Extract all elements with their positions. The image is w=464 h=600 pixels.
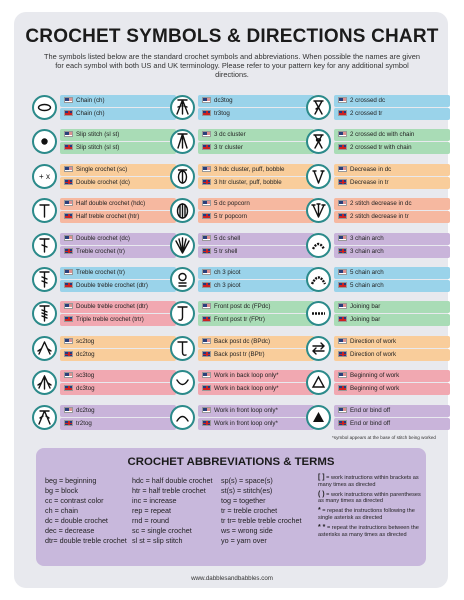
hdc-cluster-icon: [170, 164, 195, 189]
us-term-label: 5 dc popcorn: [214, 200, 250, 208]
abbreviation-item: htr = half treble crochet: [132, 486, 206, 495]
uk-flag-icon: [202, 316, 211, 322]
uk-term-label: Beginning of work: [350, 385, 400, 393]
uk-term-bar: [198, 418, 314, 430]
us-term-label: Front post dc (FPdc): [214, 303, 271, 311]
shell-icon: [170, 233, 195, 258]
abbreviation-item: inc = increase: [132, 496, 177, 505]
back-loop-icon: [170, 370, 195, 395]
abbreviation-item: cc = contrast color: [45, 496, 104, 505]
us-term-label: sc2tog: [76, 337, 95, 345]
us-term-label: Slip stitch (sl st): [76, 131, 120, 139]
abbreviations-column-3: [221, 476, 302, 546]
abbreviation-item: sp(s) = space(s): [221, 476, 273, 485]
us-flag-icon: [202, 235, 211, 241]
abbreviation-item: ch = chain: [45, 506, 78, 515]
single-crochet-icon: [32, 164, 57, 189]
abbreviation-item: dec = decrease: [45, 526, 95, 535]
uk-term-bar: [198, 177, 314, 189]
uk-flag-icon: [338, 179, 347, 185]
note-symbol: *: [318, 507, 321, 515]
abbreviation-item: sl st = slip stitch: [132, 536, 183, 545]
us-term-label: 5 dc shell: [214, 234, 241, 242]
uk-term-bar: [334, 142, 450, 154]
abbreviation-item: sc = single crochet: [132, 526, 192, 535]
three-dc-cluster-icon: [170, 129, 195, 154]
uk-flag-icon: [64, 248, 73, 254]
uk-flag-icon: [64, 420, 73, 426]
uk-term-bar: [198, 211, 314, 223]
abbreviation-item: tog = together: [221, 496, 266, 505]
half-double-crochet-icon: [32, 198, 57, 223]
us-flag-icon: [64, 235, 73, 241]
us-flag-icon: [202, 269, 211, 275]
sc3tog-icon: [32, 370, 57, 395]
us-flag-icon: [338, 407, 347, 413]
uk-term-bar: [334, 349, 450, 361]
us-term-label: Work in front loop only*: [214, 406, 278, 414]
note-symbol: * *: [318, 523, 326, 531]
uk-flag-icon: [64, 282, 73, 288]
uk-term-bar: [60, 418, 176, 430]
website-url: www.dabblesandbabbles.com: [191, 575, 273, 582]
us-term-bar: [60, 198, 176, 210]
us-term-label: Work in back loop only*: [214, 372, 279, 380]
sc2tog-icon: [32, 336, 57, 361]
us-term-bar: [334, 95, 450, 107]
abbreviation-item: dtr= double treble crochet: [45, 536, 127, 545]
page-title: CROCHET SYMBOLS & DIRECTIONS CHART: [25, 26, 439, 47]
us-term-bar: [198, 336, 314, 348]
us-term-bar: [60, 370, 176, 382]
uk-term-label: 2 stitch decrease in tr: [350, 213, 409, 221]
us-flag-icon: [338, 338, 347, 344]
dc3tog-icon: [170, 95, 195, 120]
uk-flag-icon: [338, 351, 347, 357]
symbol-row: [170, 335, 320, 362]
direction-arrows-icon: [306, 336, 331, 361]
uk-flag-icon: [338, 248, 347, 254]
us-term-label: ch 3 picot: [214, 269, 241, 276]
uk-term-bar: [198, 246, 314, 258]
us-term-bar: [334, 129, 450, 141]
us-term-bar: [334, 405, 450, 417]
uk-term-label: Back post tr (BPtr): [214, 350, 265, 358]
us-term-label: Decrease in dc: [350, 165, 392, 173]
uk-term-bar: [60, 108, 176, 120]
uk-term-bar: [334, 108, 450, 120]
us-term-label: Direction of work: [350, 337, 397, 345]
symbol-row: [170, 404, 320, 431]
uk-term-label: tr3tog: [214, 110, 230, 117]
end-triangle-icon: [306, 405, 331, 430]
uk-term-label: Joining bar: [350, 316, 381, 324]
abbreviation-item: tr = treble crochet: [221, 506, 278, 515]
uk-term-label: dc3tog: [76, 385, 95, 393]
us-term-label: 3 chain arch: [350, 234, 384, 242]
uk-term-bar: [60, 211, 176, 223]
us-flag-icon: [338, 235, 347, 241]
us-flag-icon: [64, 303, 73, 309]
front-loop-icon: [170, 405, 195, 430]
us-term-bar: [334, 198, 450, 210]
us-flag-icon: [338, 131, 347, 137]
intro-text: The symbols listed below are the standard crochet symbols and abbreviations. When possible the names are given for each symbol with both US and UK terminology. Please refer to your pattern key for any additional symbol directions.: [44, 52, 420, 79]
symbol-row: [170, 369, 320, 396]
abbreviation-item: st(s) = stitch(es): [221, 486, 273, 495]
us-term-label: 3 dc cluster: [214, 131, 246, 139]
uk-flag-icon: [64, 385, 73, 391]
us-flag-icon: [338, 200, 347, 206]
uk-term-bar: [334, 418, 450, 430]
uk-flag-icon: [338, 110, 347, 116]
abbreviation-item: rep = repeat: [132, 506, 171, 515]
uk-flag-icon: [338, 144, 347, 150]
us-term-bar: [60, 405, 176, 417]
picot-icon: [170, 267, 195, 292]
uk-flag-icon: [64, 179, 73, 185]
back-post-icon: [170, 336, 195, 361]
us-term-bar: [60, 336, 176, 348]
us-term-bar: [198, 405, 314, 417]
uk-term-bar: [60, 246, 176, 258]
uk-flag-icon: [338, 420, 347, 426]
uk-flag-icon: [64, 144, 73, 150]
symbol-row: [306, 163, 456, 190]
symbol-row: [32, 335, 182, 362]
us-flag-icon: [202, 97, 211, 103]
us-flag-icon: [64, 131, 73, 137]
uk-flag-icon: [338, 282, 347, 288]
three-chain-arch-icon: [306, 233, 331, 258]
symbol-row: [170, 94, 320, 121]
uk-term-label: 2 crossed tr: [350, 110, 383, 117]
uk-term-label: Work in front loop only*: [214, 419, 278, 427]
abbreviation-item: ws = wrong side: [221, 526, 273, 535]
uk-flag-icon: [202, 144, 211, 150]
symbol-row: [32, 300, 182, 327]
uk-term-label: Front post tr (FPtr): [214, 316, 265, 324]
footnote: *symbol appears at the base of stitch being worked: [332, 435, 436, 440]
uk-term-bar: [334, 383, 450, 395]
crossed-dc-chain-icon: [306, 129, 331, 154]
uk-term-label: 3 tr cluster: [214, 144, 243, 152]
beginning-triangle-icon: [306, 370, 331, 395]
uk-term-label: 3 chain arch: [350, 247, 384, 255]
us-term-label: 2 crossed dc: [350, 97, 386, 104]
us-term-bar: [60, 301, 176, 313]
us-term-label: End or bind off: [350, 406, 391, 414]
us-term-label: Joining bar: [350, 303, 381, 311]
us-flag-icon: [338, 166, 347, 172]
symbol-row: [170, 128, 320, 155]
us-term-bar: [334, 233, 450, 245]
us-term-bar: [60, 129, 176, 141]
us-term-bar: [60, 233, 176, 245]
abbreviations-column-1: [45, 476, 127, 546]
uk-flag-icon: [202, 179, 211, 185]
us-term-bar: [60, 95, 176, 107]
us-flag-icon: [202, 303, 211, 309]
us-flag-icon: [338, 269, 347, 275]
us-flag-icon: [202, 407, 211, 413]
uk-term-bar: [60, 349, 176, 361]
us-term-label: Double treble crochet (dtr): [76, 303, 148, 311]
treble-crochet-icon: [32, 267, 57, 292]
us-flag-icon: [338, 372, 347, 378]
us-term-bar: [198, 129, 314, 141]
us-term-label: Chain (ch): [76, 97, 105, 104]
uk-flag-icon: [64, 316, 73, 322]
uk-term-label: Double treble crochet (dtr): [76, 282, 148, 289]
symbol-row: [306, 197, 456, 224]
two-crossed-dc-icon: [306, 95, 331, 120]
symbol-row: [32, 404, 182, 431]
front-post-icon: [170, 301, 195, 326]
note-symbol: [ ]: [318, 474, 325, 481]
symbol-row: [306, 335, 456, 362]
us-term-label: 3 hdc cluster, puff, bobble: [214, 165, 285, 173]
uk-term-label: tr2tog: [76, 419, 92, 427]
uk-flag-icon: [64, 110, 73, 116]
uk-term-bar: [334, 211, 450, 223]
uk-flag-icon: [202, 420, 211, 426]
us-term-label: Treble crochet (tr): [76, 269, 125, 276]
uk-flag-icon: [64, 351, 73, 357]
uk-term-label: 3 htr cluster, puff, bobble: [214, 178, 282, 186]
symbol-row: [32, 197, 182, 224]
uk-flag-icon: [202, 213, 211, 219]
us-term-bar: [198, 198, 314, 210]
uk-term-bar: [60, 142, 176, 154]
uk-term-bar: [60, 177, 176, 189]
uk-term-label: 5 chain arch: [350, 282, 384, 289]
uk-term-label: Slip stitch (sl st): [76, 144, 120, 152]
abbreviations-notes: [318, 475, 422, 541]
us-term-label: dc2tog: [76, 406, 95, 414]
symbol-row: [170, 300, 320, 327]
symbol-row: [32, 94, 182, 121]
us-term-label: 2 stitch decrease in dc: [350, 200, 412, 208]
symbol-row: [306, 128, 456, 155]
us-term-label: 2 crossed dc with chain: [350, 131, 415, 139]
us-term-label: Single crochet (sc): [76, 165, 128, 173]
uk-flag-icon: [202, 385, 211, 391]
us-term-bar: [198, 301, 314, 313]
note-symbol: ( ): [318, 490, 325, 498]
symbol-row: [306, 369, 456, 396]
us-flag-icon: [202, 372, 211, 378]
us-term-bar: [198, 370, 314, 382]
us-term-label: sc3tog: [76, 372, 95, 380]
uk-term-label: Treble crochet (tr): [76, 247, 125, 255]
uk-term-label: End or bind off: [350, 419, 391, 427]
abbreviations-title: CROCHET ABBREVIATIONS & TERMS: [127, 456, 335, 468]
joining-bar-icon: [306, 301, 331, 326]
symbol-row: [32, 163, 182, 190]
symbol-row: [170, 266, 320, 293]
popcorn-icon: [170, 198, 195, 223]
us-term-label: 5 chain arch: [350, 269, 384, 276]
uk-term-label: dc2tog: [76, 350, 95, 358]
uk-term-bar: [198, 383, 314, 395]
uk-term-bar: [198, 280, 314, 292]
abbreviation-note: [318, 508, 422, 522]
us-term-bar: [334, 370, 450, 382]
abbreviation-item: hdc = half double crochet: [132, 476, 213, 485]
us-term-bar: [198, 95, 314, 107]
uk-flag-icon: [202, 351, 211, 357]
decrease-icon: [306, 164, 331, 189]
abbreviation-item: beg = beginning: [45, 476, 97, 485]
uk-term-label: Chain (ch): [76, 110, 105, 117]
uk-flag-icon: [338, 385, 347, 391]
abbreviation-note: [318, 492, 422, 506]
us-flag-icon: [64, 200, 73, 206]
symbol-row: [306, 232, 456, 259]
symbol-row: [306, 94, 456, 121]
uk-term-label: Half treble crochet (htr): [76, 213, 140, 221]
uk-flag-icon: [338, 316, 347, 322]
abbreviation-item: rnd = round: [132, 516, 169, 525]
symbol-row: [32, 128, 182, 155]
uk-flag-icon: [202, 248, 211, 254]
uk-term-bar: [198, 314, 314, 326]
symbol-row: [32, 369, 182, 396]
uk-term-label: ch 3 picot: [214, 282, 241, 289]
abbreviation-item: tr tr= treble treble crochet: [221, 516, 302, 525]
chain-icon: [32, 95, 57, 120]
uk-term-label: Double crochet (dc): [76, 178, 130, 186]
uk-flag-icon: [64, 213, 73, 219]
symbol-row: [32, 232, 182, 259]
us-flag-icon: [202, 131, 211, 137]
uk-flag-icon: [202, 282, 211, 288]
us-term-bar: [198, 164, 314, 176]
uk-term-bar: [60, 383, 176, 395]
us-term-bar: [60, 164, 176, 176]
uk-term-bar: [60, 280, 176, 292]
abbreviation-item: yo = yarn over: [221, 536, 267, 545]
stitch-decrease-icon: [306, 198, 331, 223]
note-text: = repeat the instructions between the asterisks as many times as directed: [318, 524, 419, 538]
us-term-label: Back post dc (BPdc): [214, 337, 271, 345]
us-term-bar: [60, 267, 176, 279]
double-treble-crochet-icon: [32, 301, 57, 326]
slip-stitch-icon: [32, 129, 57, 154]
uk-flag-icon: [202, 110, 211, 116]
uk-term-label: Decrease in tr: [350, 178, 389, 186]
note-text: = work instructions within parentheses as many times as directed: [318, 491, 421, 505]
us-flag-icon: [64, 269, 73, 275]
symbol-row: [306, 266, 456, 293]
us-term-bar: [198, 233, 314, 245]
note-text: = repeat the instructions following the single asterisk as directed: [318, 508, 415, 521]
us-flag-icon: [202, 200, 211, 206]
uk-term-bar: [334, 280, 450, 292]
us-flag-icon: [338, 303, 347, 309]
us-term-bar: [334, 301, 450, 313]
us-term-label: Double crochet (dc): [76, 234, 130, 242]
uk-term-label: 5 tr popcorn: [214, 213, 248, 221]
abbreviations-column-2: [132, 476, 213, 546]
uk-flag-icon: [338, 213, 347, 219]
uk-term-bar: [198, 108, 314, 120]
us-term-label: dc3tog: [214, 97, 233, 104]
uk-term-bar: [198, 349, 314, 361]
us-flag-icon: [64, 372, 73, 378]
uk-term-label: 2 crossed tr with chain: [350, 144, 412, 152]
us-flag-icon: [64, 166, 73, 172]
uk-term-bar: [60, 314, 176, 326]
uk-term-bar: [334, 177, 450, 189]
symbol-row: [32, 266, 182, 293]
us-flag-icon: [202, 338, 211, 344]
symbol-row: [170, 197, 320, 224]
uk-term-label: Triple treble crochet (trtr): [76, 316, 144, 324]
us-term-bar: [334, 267, 450, 279]
us-term-label: Half double crochet (hdc): [76, 200, 146, 208]
us-term-bar: [334, 164, 450, 176]
us-flag-icon: [64, 407, 73, 413]
symbol-row: [306, 300, 456, 327]
abbreviation-note: [318, 475, 422, 489]
us-term-bar: [334, 336, 450, 348]
us-term-label: Beginning of work: [350, 372, 400, 380]
us-flag-icon: [202, 166, 211, 172]
us-flag-icon: [338, 97, 347, 103]
symbol-row: [170, 163, 320, 190]
uk-term-label: 5 tr shell: [214, 247, 238, 255]
us-term-bar: [198, 267, 314, 279]
svg-text:+ x: + x: [39, 171, 50, 181]
five-chain-arch-icon: [306, 267, 331, 292]
uk-term-bar: [334, 314, 450, 326]
uk-term-label: Work in back loop only*: [214, 385, 279, 393]
symbol-row: [306, 404, 456, 431]
uk-term-label: Direction of work: [350, 350, 397, 358]
dc2tog-icon: [32, 405, 57, 430]
symbol-row: [170, 232, 320, 259]
double-crochet-icon: [32, 233, 57, 258]
abbreviation-note: [318, 525, 422, 539]
uk-term-bar: [198, 142, 314, 154]
note-text: = work instructions within brackets as many times as directed: [318, 475, 419, 488]
us-flag-icon: [64, 338, 73, 344]
uk-term-bar: [334, 246, 450, 258]
abbreviation-item: dc = double crochet: [45, 516, 108, 525]
abbreviation-item: bg = block: [45, 486, 78, 495]
us-flag-icon: [64, 97, 73, 103]
abbreviations-panel: [36, 448, 426, 566]
